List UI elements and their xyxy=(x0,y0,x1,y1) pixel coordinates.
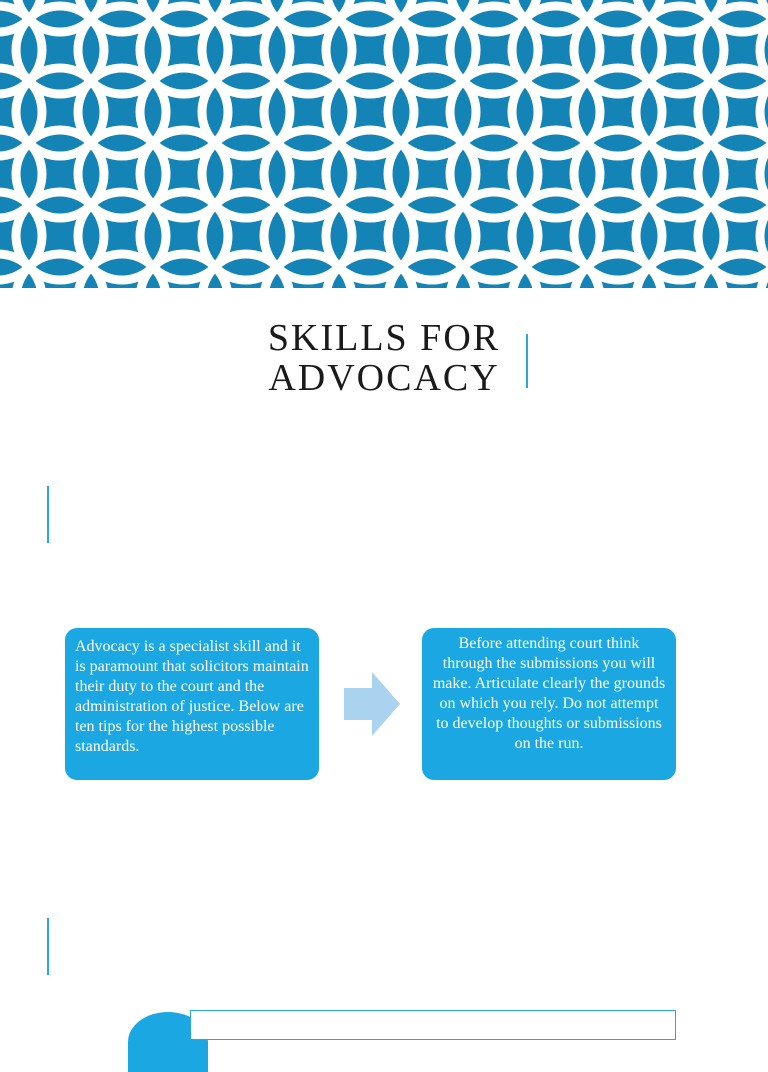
intro-text: Advocacy is a specialist skill and it is paramount that solicitors maintain their duty to the court and the administration of justice. Below are ten tips for the highest possible standards. xyxy=(75,638,309,755)
tip-text-box xyxy=(422,628,676,780)
title-accent-bar xyxy=(526,334,528,388)
slide-title-line-2: ADVOCACY xyxy=(268,357,500,399)
arrow-right-icon xyxy=(344,672,400,736)
section-accent-bar-lower xyxy=(47,918,49,975)
intro-text-box xyxy=(65,628,319,780)
bottom-content-frame xyxy=(190,1010,676,1040)
slide-title-line-1: SKILLS FOR xyxy=(267,317,501,359)
tip-text: Before attending court think through the submissions you will make. Articulate clearly the grounds on which you rely. Do not attempt to develop thoughts or submissions on the run. xyxy=(432,635,666,752)
slide-title xyxy=(200,318,568,398)
header-pattern-banner xyxy=(0,0,768,288)
section-accent-bar-upper xyxy=(47,486,49,543)
interlocking-circles-pattern xyxy=(0,0,768,288)
